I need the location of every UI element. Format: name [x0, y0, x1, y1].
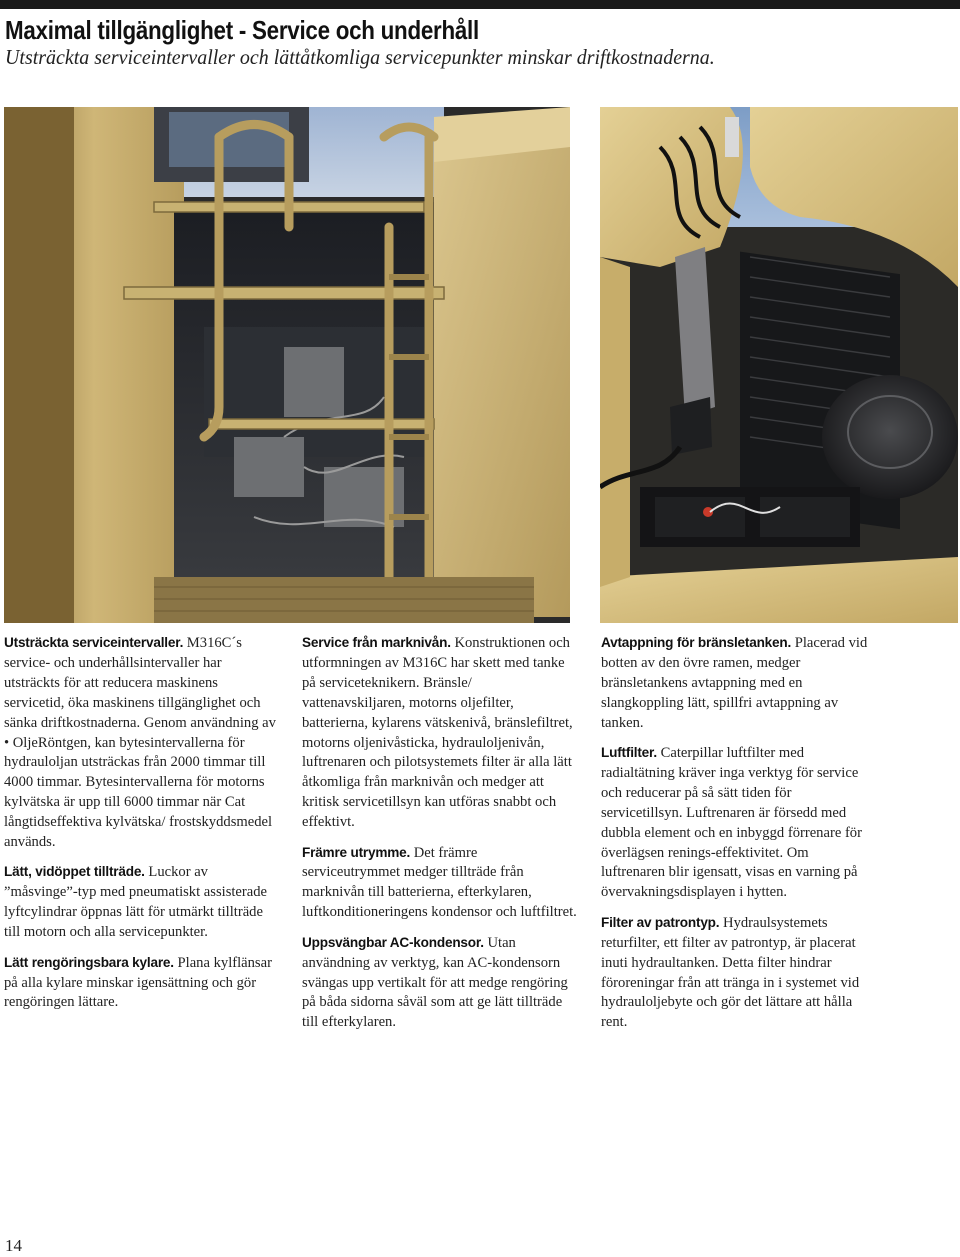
- paragraph-extended-intervals: [4, 633, 279, 853]
- paragraph-ground-level-service: [302, 633, 577, 833]
- page-title: Maximal tillgänglighet - Service och underhåll: [5, 15, 479, 45]
- paragraph-lead: Service från marknivån.: [302, 635, 451, 650]
- paragraph-body: Det främre serviceutrymmet medger tillträde från marknivån till batterierna, efterkylaren, luftkonditioneringens kondensor och luftfiltret.: [302, 844, 577, 921]
- paragraph-lead: Avtappning för bränsletanken.: [601, 635, 792, 650]
- paragraph-lead: Uppsvängbar AC-kondensor.: [302, 934, 484, 950]
- paragraph-easy-access: [4, 862, 279, 943]
- paragraph-lead: Främre utrymme.: [302, 844, 411, 860]
- text-column-3: [601, 633, 876, 1043]
- paragraph-body: Hydraulsystemets returfilter, ett filter av patrontyp, är placerat inuti hydraultanken. Detta filter hindrar föroreningar från att tränga in i systemet vid hydrauloljebyte och gör det lättare att hålla rent.: [601, 914, 860, 1031]
- paragraph-front-compartment: [302, 843, 577, 924]
- text-column-2: [302, 633, 577, 1043]
- paragraph-ac-condenser: [302, 933, 577, 1034]
- paragraph-body: Utan användning av verktyg, kan AC-kondensorn svängas upp vertikalt för att medge rengöring på båda sidorna såväl som att ge lätt tillträde till efterkylaren.: [302, 934, 568, 1031]
- page-header: [0, 0, 960, 75]
- page-number: 14: [5, 1236, 22, 1255]
- paragraph-body: Placerad vid botten av den övre ramen, medger bränsletankens avtappning med en slangkoppling lätt, spillfri avtappning av tanken.: [601, 635, 868, 731]
- paragraph-air-filter: [601, 743, 876, 903]
- paragraph-lead: Lätt rengöringsbara kylare.: [4, 954, 174, 970]
- paragraph-lead: Utsträckta serviceintervaller.: [4, 635, 184, 650]
- text-column-1: [4, 633, 279, 1023]
- paragraph-cartridge-filter: [601, 913, 876, 1033]
- header-rule: [0, 0, 960, 9]
- page-subtitle: Utsträckta serviceintervaller och lättåtkomliga servicepunkter minskar driftkostnaderna.: [5, 45, 715, 69]
- paragraph-body: Luckor av ”måsvinge”-typ med pneumatiskt assisterade lyftcylindrar öppnas lätt för utmärkt tillträde till motorn och alla servicepunkter.: [4, 864, 268, 941]
- paragraph-lead: Luftfilter.: [601, 745, 657, 761]
- paragraph-lead: Lätt, vidöppet tillträde.: [4, 864, 145, 880]
- paragraph-body: Plana kylflänsar på alla kylare minskar igensättning och gör rengöringen lättare.: [4, 954, 272, 1011]
- paragraph-easy-clean-coolers: [4, 953, 279, 1014]
- paragraph-body: Caterpillar luftfilter med radialtätning kräver inga verktyg för service och reducerar på så sätt tiden för servicetillsyn. Luftrenaren är försedd med dubbla element och en inbyggd förrenare för överlägsen renings-effektivitet. Om luftrenaren blir igensatt, visas en varning på övervakningsdisplayen i hytten.: [601, 745, 862, 901]
- paragraph-body: Konstruktionen och utformningen av M316C har skett med tanke på serviceteknikern. Bränsle/ vattenavskiljaren, motorns oljefilter, batterierna, kylarens vätskenivå, bränslefiltret, motorns oljenivåsticka, hydrauloljenivån, luftrenaren och pilotsystemets filter är alla lätt åtkomliga från marknivån och medger att kritisk servicetillsyn kan utföras snabbt och effektivt.: [302, 635, 573, 831]
- photo-service-compartment: [4, 107, 570, 623]
- photo-engine-compartment: [600, 107, 958, 623]
- paragraph-lead: Filter av patrontyp.: [601, 914, 720, 930]
- paragraph-fuel-tank-drain: [601, 633, 876, 734]
- paragraph-body: M316C´s service- och underhållsintervaller har utsträckts för att reducera maskinens servicetid, öka maskinens tillgänglighet och sänka driftkostnaderna. Genom användning av • OljeRöntgen, kan bytesintervallerna för hydrauloljan utsträckas från 2000 timmar till 4000 timmar. Bytesintervallerna för motorns kylvätska är upp till 6000 timmar när Cat långtidseffektiva kylvätska/ frostskyddsmedel används.: [4, 635, 276, 851]
